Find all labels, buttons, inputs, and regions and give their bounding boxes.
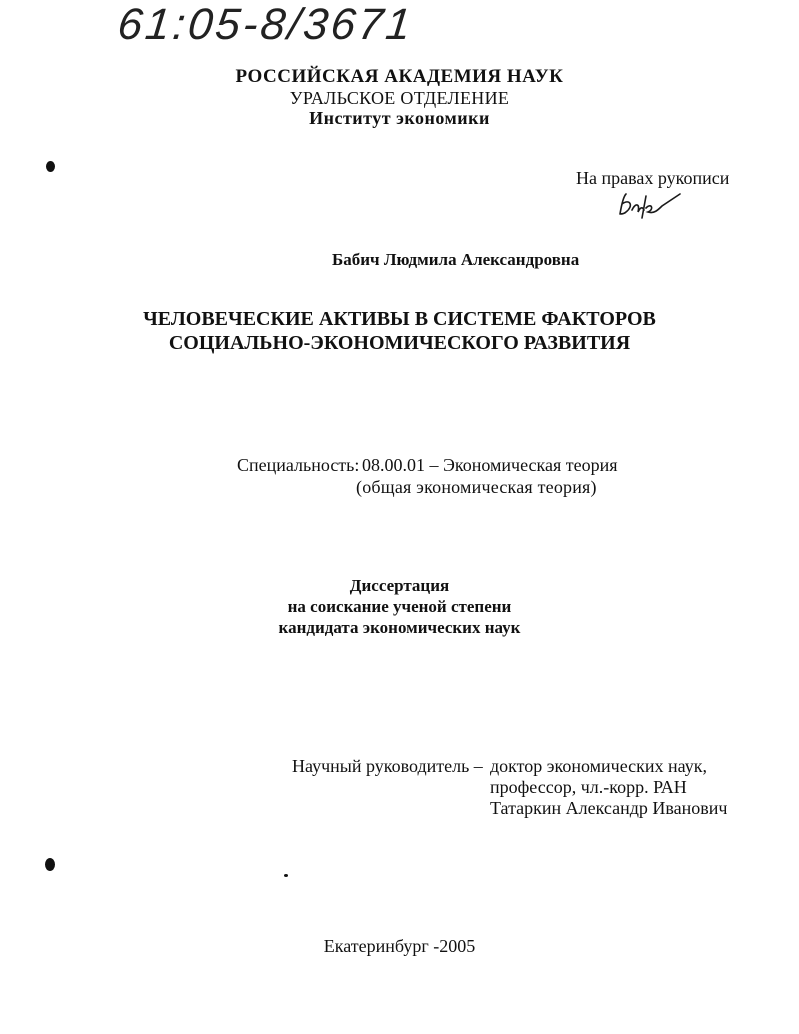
scan-speck: [284, 874, 288, 877]
dissertation-heading: Диссертация: [349, 576, 450, 595]
scan-speck: [45, 858, 55, 871]
supervisor-name: Татаркин Александр Иванович: [490, 798, 728, 818]
rights-note: На правах рукописи: [576, 168, 730, 188]
dissertation-field-line: кандидата экономических наук: [278, 618, 521, 637]
org-branch: УРАЛЬСКОЕ ОТДЕЛЕНИЕ: [289, 88, 510, 108]
supervisor-title: профессор, чл.-корр. РАН: [490, 777, 687, 797]
specialty-subfield: (общая экономическая теория): [356, 477, 597, 497]
supervisor-degree: доктор экономических наук,: [490, 756, 707, 776]
supervisor-label: Научный руководитель –: [292, 756, 483, 776]
specialty-label: Специальность:: [237, 455, 360, 475]
title-line-1: ЧЕЛОВЕЧЕСКИЕ АКТИВЫ В СИСТЕМЕ ФАКТОРОВ: [143, 308, 656, 330]
dissertation-degree-line: на соискание ученой степени: [287, 597, 512, 616]
title-line-2: СОЦИАЛЬНО-ЭКОНОМИЧЕСКОГО РАЗВИТИЯ: [168, 332, 631, 354]
org-institute: Институт экономики: [309, 108, 490, 128]
specialty-code: 08.00.01 – Экономическая теория: [362, 455, 618, 475]
archive-stamp: 61:05-8/3671: [115, 0, 416, 49]
scan-speck: [46, 161, 55, 172]
org-academy: РОССИЙСКАЯ АКАДЕМИЯ НАУК: [235, 66, 564, 87]
city-year: Екатеринбург -2005: [323, 936, 476, 956]
author-name: Бабич Людмила Александровна: [332, 250, 580, 269]
handwritten-signature: [616, 188, 686, 222]
